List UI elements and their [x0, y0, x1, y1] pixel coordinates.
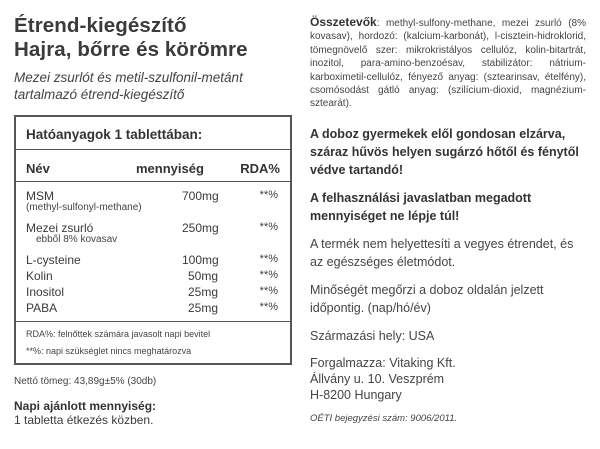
na-footnote: **%: napi szükséglet nincs meghatározva: [26, 346, 192, 356]
product-title-line2: Hajra, bőrre és körömre: [14, 38, 248, 61]
diet-note: A termék nem helyettesíti a vegyes étrendet, és az egészséges életmódot.: [310, 236, 574, 269]
row-name: Inositol: [26, 285, 65, 299]
daily-dose-heading: Napi ajánlott mennyiség:: [14, 399, 157, 413]
table-divider-header: [16, 181, 290, 182]
subtitle-line1: Mezei zsurlót és metil-szulfonil-metánt: [14, 70, 243, 85]
table-divider-bottom: [16, 321, 290, 322]
row-rda: **%: [259, 189, 278, 201]
oeti-registration: OÉTI bejegyzési szám: 9006/2011.: [310, 412, 458, 424]
row-rda: **%: [259, 221, 278, 233]
row-amount: 25mg: [188, 301, 219, 315]
daily-dose-text: 1 tabletta étkezés közben.: [14, 413, 154, 427]
net-weight: Nettó tömeg: 43,89g±5% (30db): [14, 376, 157, 387]
product-title-line1: Étrend-kiegészítő: [14, 14, 187, 37]
storage-warning: A doboz gyermekek elől gondosan elzárva, száraz hűvös helyen sugárzó hőtől és fénytől védve tartandó!: [310, 126, 579, 177]
row-subname: ebből 8% kovasav: [36, 234, 118, 245]
origin-text: Származási hely: USA: [310, 328, 435, 343]
row-rda: **%: [259, 301, 278, 313]
table-divider-top: [16, 149, 290, 150]
row-amount: 25mg: [188, 285, 219, 299]
row-name: Mezei zsurló: [26, 221, 94, 235]
row-name: PABA: [26, 301, 58, 315]
rda-footnote: RDA%: felnőttek számára javasolt napi bevitel: [26, 329, 211, 339]
row-subname: (methyl-sulfonyl-methane): [26, 202, 142, 213]
distributor-block: [310, 355, 586, 403]
row-rda: **%: [259, 269, 278, 281]
col-amount-header: mennyiség: [136, 161, 204, 176]
ingredients-text: [310, 16, 586, 111]
subtitle-line2: tartalmazó étrend-kiegészítő: [14, 87, 185, 102]
right-column: [310, 16, 586, 424]
distributor-line1: Forgalmazza: Vitaking Kft.: [310, 355, 456, 370]
active-ingredients-table: [14, 115, 292, 365]
row-amount: 700mg: [182, 189, 219, 203]
distributor-line3: H-8200 Hungary: [310, 387, 402, 402]
table-heading: Hatóanyagok 1 tablettában:: [26, 127, 203, 142]
ingredients-label: Összetevők: [310, 15, 377, 29]
row-amount: 100mg: [182, 253, 219, 267]
col-rda-header: RDA%: [240, 161, 280, 176]
header: [14, 14, 292, 103]
dosage-warning: A felhasználási javaslatban megadott mennyiséget ne lépje túl!: [310, 190, 532, 223]
row-rda: **%: [259, 285, 278, 297]
row-name: L-cysteine: [26, 253, 81, 267]
row-amount: 250mg: [182, 221, 219, 235]
row-rda: **%: [259, 253, 278, 265]
distributor-line2: Állvány u. 10. Veszprém: [310, 371, 445, 386]
row-name: Kolin: [26, 269, 53, 283]
shelf-life-note: Minőségét megőrzi a doboz oldalán jelzett időpontig. (nap/hó/év): [310, 282, 544, 315]
row-amount: 50mg: [188, 269, 219, 283]
product-subtitle: [14, 69, 292, 103]
col-name-header: Név: [26, 161, 50, 176]
ingredients-list: : methyl-sulfony-methane, mezei zsurló (8% kovasav), hordozó: (kalcium-karbonát), l-cisztein-hidroklorid, tömegnövelő szer: mikrokristályos cellulóz, kolin-bitartrát, inozitol, para-amino-benzoésav, stabilizátor: nátrium-karboximetil-cellulóz, fényező anyag: (sztearinsav, ételfény), csomósodást gátló anyag: (szilícium-dioxid, magnézium-sztearát).: [310, 18, 586, 110]
row-name: MSM: [26, 189, 54, 203]
